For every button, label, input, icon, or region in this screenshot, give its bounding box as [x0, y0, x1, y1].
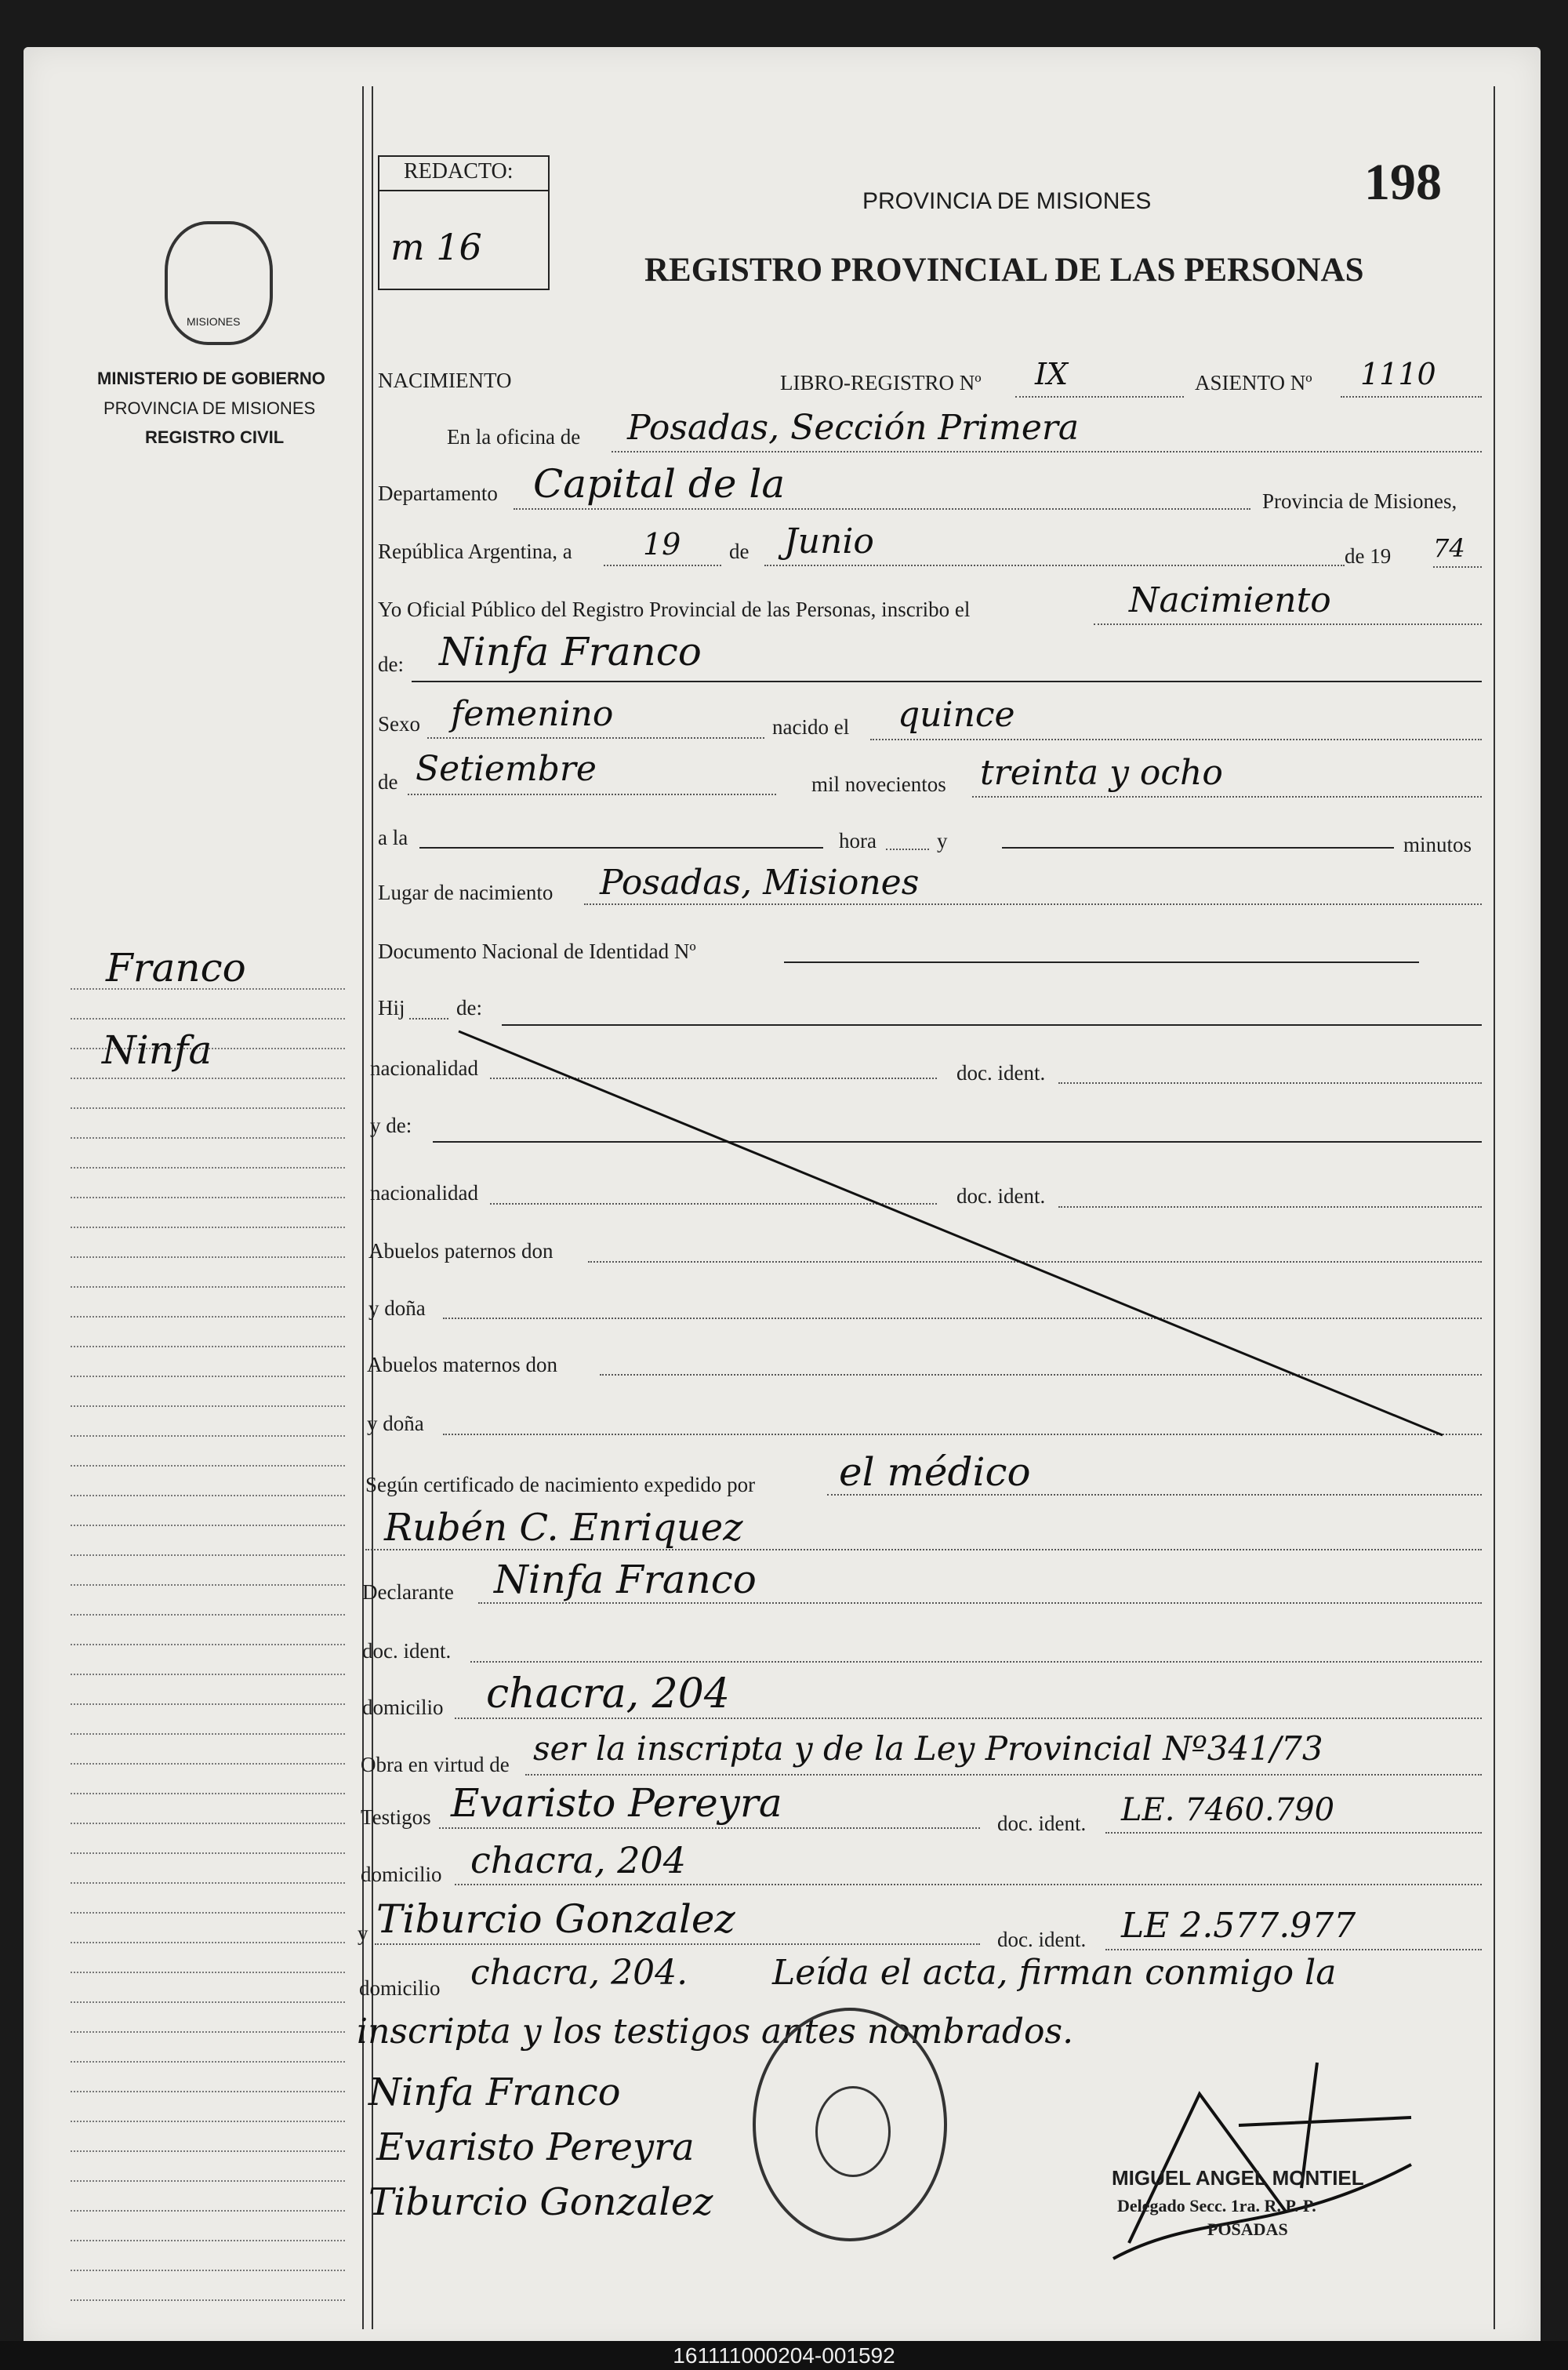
domicilio-label-3: domicilio	[359, 1976, 441, 2000]
testigo1-doc-value: LE. 7460.790	[1121, 1792, 1335, 1828]
asiento-label: ASIENTO Nº	[1195, 371, 1312, 394]
segun-value: el médico	[839, 1449, 1031, 1495]
signature-inscripta: Ninfa Franco	[368, 2070, 621, 2114]
signature-testigo-1: Evaristo Pereyra	[376, 2125, 695, 2169]
officer-name: MIGUEL ANGEL MONTIEL	[1112, 2166, 1364, 2190]
doc-ident-label-2: doc. ident.	[956, 1184, 1046, 1208]
hora-label: hora	[839, 829, 877, 852]
y-de-label: y de:	[370, 1114, 412, 1137]
doc-ident-decl-line	[470, 1661, 1482, 1663]
hij-de-label: de:	[456, 996, 482, 1020]
obra-line	[525, 1774, 1482, 1776]
inscribo-value: Nacimiento	[1129, 580, 1331, 620]
anio-label: de 19	[1345, 544, 1392, 568]
mil-value: treinta y ocho	[980, 753, 1223, 793]
sexo-label: Sexo	[378, 712, 420, 736]
anio-value: 74	[1433, 533, 1465, 563]
oficial-text: Yo Oficial Público del Registro Provincial de las Personas, inscribo el	[378, 598, 971, 621]
testigo2-value: Tiburcio Gonzalez	[376, 1896, 735, 1942]
inscripta-text: inscripta y los testigos antes nombrados.	[357, 2012, 1074, 2052]
nacionalidad-label-2: nacionalidad	[370, 1181, 478, 1205]
redacto-value: m 16	[390, 226, 482, 268]
republica-label: República Argentina, a	[378, 540, 572, 563]
testigo2-line	[375, 1943, 980, 1945]
a-la-label: a la	[378, 826, 408, 849]
dni-label: Documento Nacional de Identidad Nº	[378, 940, 696, 963]
oficina-value: Posadas, Sección Primera	[627, 408, 1080, 448]
dia-value: 19	[643, 527, 681, 562]
lugar-label: Lugar de nacimiento	[378, 881, 554, 904]
declarante-label: Declarante	[362, 1580, 454, 1604]
nacionalidad-label-1: nacionalidad	[370, 1056, 478, 1080]
departamento-label: Departamento	[378, 482, 498, 505]
y-label: y	[937, 829, 948, 852]
testigos-label: Testigos	[361, 1805, 431, 1829]
testigo1-value: Evaristo Pereyra	[451, 1780, 782, 1826]
abuelos-paternos-label: Abuelos paternos don	[368, 1239, 554, 1263]
declarante-value: Ninfa Franco	[494, 1557, 757, 1602]
obra-value: ser la inscripta y de la Ley Provincial Nº341/73	[533, 1729, 1323, 1768]
asiento-value: 1110	[1360, 357, 1436, 391]
y-dona-label-1: y doña	[368, 1296, 426, 1320]
signature-testigo-2: Tiburcio Gonzalez	[368, 2180, 713, 2224]
leida-text: Leída el acta, firman conmigo la	[772, 1953, 1337, 1993]
testigo2-doc-value: LE 2.577.977	[1121, 1906, 1356, 1946]
registry-stamp-inner	[815, 2086, 891, 2177]
lugar-value: Posadas, Misiones	[600, 863, 920, 903]
de-label: de	[729, 540, 750, 563]
libro-label: LIBRO-REGISTRO Nº	[780, 371, 982, 394]
officer-city: POSADAS	[1207, 2219, 1288, 2239]
domicilio-value-3: chacra, 204.	[470, 1953, 688, 1993]
abuelos-maternos-label: Abuelos maternos don	[367, 1353, 557, 1376]
declarante-line	[478, 1602, 1482, 1604]
obra-label: Obra en virtud de	[361, 1753, 510, 1776]
y-dona-label-2: y doña	[367, 1412, 424, 1435]
provincia-suffix: Provincia de Misiones,	[1262, 489, 1457, 513]
ministry-line-1: MINISTERIO DE GOBIERNO	[97, 369, 325, 388]
segun-label: Según certificado de nacimiento expedido por	[365, 1473, 756, 1496]
domicilio-label-2: domicilio	[361, 1863, 442, 1886]
sexo-value: femenino	[451, 694, 614, 734]
nacido-label: nacido el	[772, 715, 850, 739]
province-title: PROVINCIA DE MISIONES	[862, 188, 1152, 214]
margin-surname: Franco	[106, 945, 246, 991]
y-testigo-label: y	[358, 1921, 368, 1945]
oficina-label: En la oficina de	[447, 425, 581, 449]
testigo2-doc-label: doc. ident.	[997, 1928, 1087, 1951]
nacimiento-label: NACIMIENTO	[378, 369, 512, 392]
mes-value: Junio	[784, 522, 874, 562]
name-value: Ninfa Franco	[439, 629, 702, 674]
ministry-line-3: REGISTRO CIVIL	[145, 427, 285, 447]
de-name-label: de:	[378, 652, 404, 676]
officer-title: Delegado Secc. 1ra. R. P. P.	[1117, 2196, 1316, 2216]
registry-title: REGISTRO PROVINCIAL DE LAS PERSONAS	[644, 252, 1364, 289]
domicilio-line-2	[455, 1884, 1482, 1885]
mil-label: mil novecientos	[811, 772, 946, 796]
domicilio-label-1: domicilio	[362, 1696, 444, 1719]
redacto-label: REDACTO:	[404, 159, 514, 184]
margin-given-name: Ninfa	[102, 1027, 212, 1073]
document-code: 161111000204-001592	[0, 2341, 1568, 2370]
page-number: 198	[1364, 154, 1442, 211]
doc-ident-label-1: doc. ident.	[956, 1061, 1046, 1085]
seal-text: MISIONES	[187, 315, 241, 328]
mes-nac-value: Setiembre	[416, 749, 597, 789]
medico-value: Rubén C. Enriquez	[384, 1506, 743, 1550]
nacido-value: quince	[898, 695, 1015, 735]
domicilio-value-1: chacra, 204	[486, 1670, 730, 1718]
domicilio-line-1	[455, 1718, 1482, 1719]
minutos-label: minutos	[1403, 833, 1472, 856]
testigo1-line	[439, 1827, 980, 1829]
testigo1-doc-label: doc. ident.	[997, 1812, 1087, 1835]
de-mes-label: de	[378, 770, 398, 794]
testigo2-doc-line	[1105, 1949, 1482, 1950]
doc-ident-decl-label: doc. ident.	[362, 1639, 452, 1663]
domicilio-value-2: chacra, 204	[470, 1839, 687, 1881]
testigo1-doc-line	[1105, 1832, 1482, 1834]
departamento-value: Capital de la	[533, 461, 786, 507]
hij-label: Hij	[378, 996, 405, 1020]
libro-value: IX	[1035, 357, 1069, 391]
ministry-line-2: PROVINCIA DE MISIONES	[103, 398, 316, 418]
